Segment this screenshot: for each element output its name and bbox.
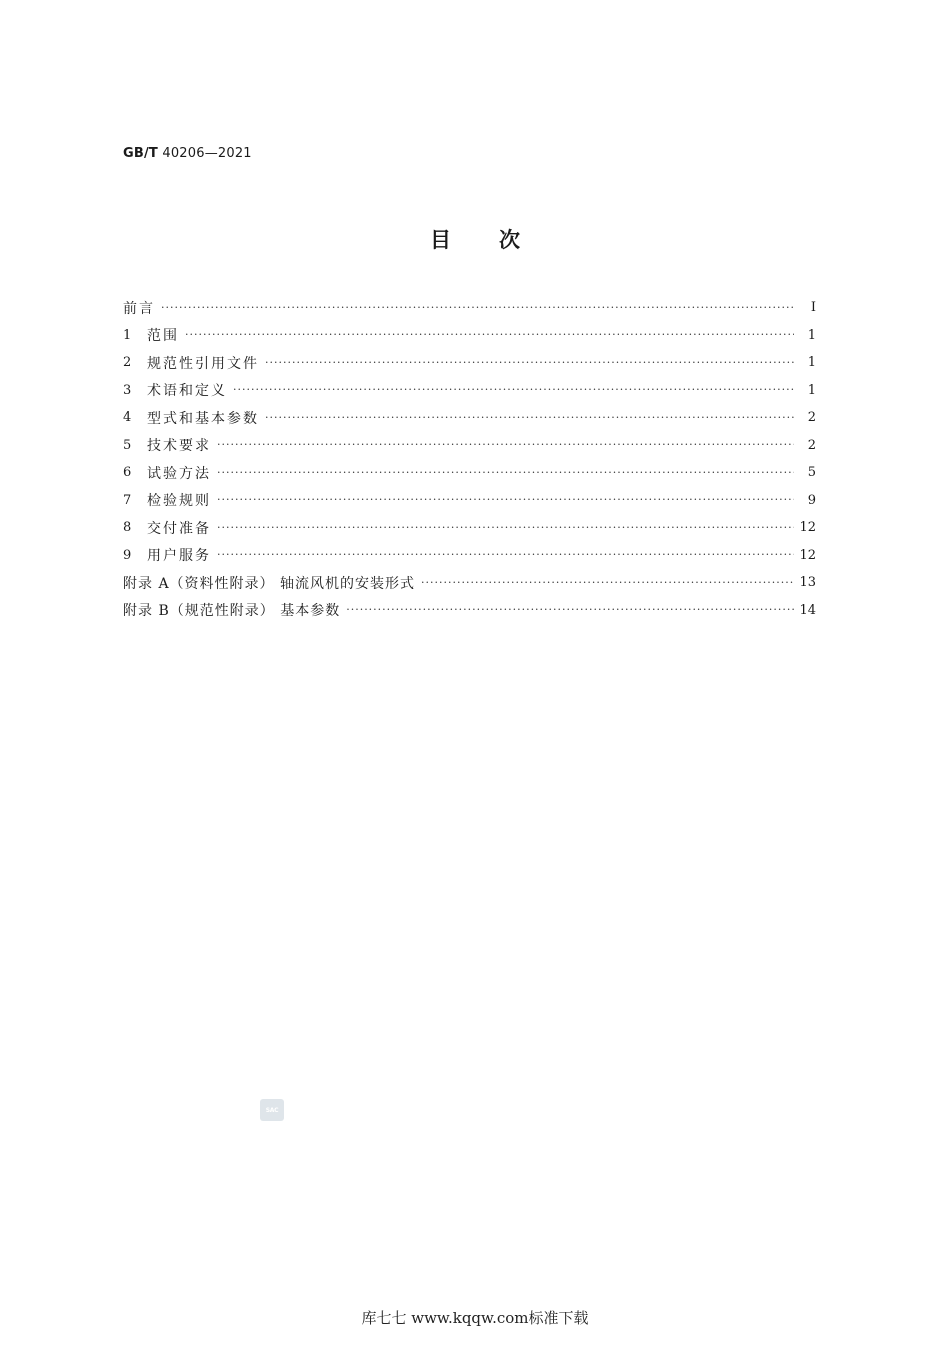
toc-item-label: 型式和基本参数: [147, 410, 259, 427]
toc-item-page: 2: [807, 437, 816, 453]
toc-item-page: 1: [807, 327, 816, 343]
toc-item-number: 2: [123, 355, 132, 371]
toc-item-label: 附录 B（规范性附录） 基本参数: [123, 603, 341, 620]
toc-leader-dots: [265, 410, 794, 426]
toc-item-number: 9: [123, 547, 132, 563]
toc-title: 目次: [430, 228, 568, 252]
toc-leader-dots: [217, 492, 794, 508]
toc-item-scope[interactable]: [123, 322, 816, 350]
toc-item-number: 7: [123, 492, 132, 508]
toc-item-number: 3: [123, 382, 132, 398]
toc-item-page: 1: [807, 355, 816, 371]
toc-item-label: 规范性引用文件: [147, 355, 259, 372]
toc-leader-dots: [217, 520, 794, 536]
sac-logo-icon: SAC: [260, 1099, 284, 1121]
toc-leader-dots: [217, 547, 794, 563]
toc-item-foreword[interactable]: [123, 294, 816, 322]
toc-item-normative-references[interactable]: [123, 349, 816, 377]
toc-item-page: 1: [807, 382, 816, 398]
standard-prefix: GB/T: [123, 146, 158, 161]
toc-item-label: 试验方法: [147, 465, 211, 482]
toc-item-terms-definitions[interactable]: [123, 377, 816, 405]
toc-leader-dots: [161, 300, 794, 316]
toc-list: [123, 294, 816, 624]
toc-item-page: 9: [807, 492, 816, 508]
toc-item-label: 交付准备: [147, 520, 211, 537]
toc-item-delivery-preparation[interactable]: [123, 514, 816, 542]
toc-item-label: 范围: [147, 328, 179, 345]
footer-watermark: 库七七 www.kqqw.com标准下载: [361, 1309, 589, 1327]
toc-item-page: 14: [799, 602, 816, 618]
toc-item-page: Ⅰ: [810, 300, 816, 316]
toc-item-number: 6: [123, 465, 132, 481]
toc-item-inspection-rules[interactable]: [123, 487, 816, 515]
toc-item-label: 检验规则: [147, 493, 211, 510]
toc-item-number: 1: [123, 327, 132, 343]
standard-code: [123, 146, 252, 161]
toc-item-label: 用户服务: [147, 548, 211, 565]
toc-item-label: 技术要求: [147, 438, 211, 455]
toc-item-technical-requirements[interactable]: [123, 432, 816, 460]
toc-leader-dots: [265, 355, 794, 371]
standard-number: 40206—2021: [162, 146, 252, 161]
toc-leader-dots: [217, 437, 794, 453]
toc-leader-dots: [185, 327, 794, 343]
toc-leader-dots: [233, 382, 794, 398]
toc-item-label: 术语和定义: [147, 383, 227, 400]
toc-item-number: 8: [123, 520, 132, 536]
toc-item-number: 5: [123, 437, 132, 453]
toc-item-test-methods[interactable]: [123, 459, 816, 487]
toc-item-user-service[interactable]: [123, 542, 816, 570]
toc-item-annex-b[interactable]: [123, 597, 816, 625]
toc-item-page: 12: [799, 547, 816, 563]
toc-item-types-parameters[interactable]: [123, 404, 816, 432]
toc-item-page: 12: [799, 520, 816, 536]
toc-item-number: 4: [123, 410, 132, 426]
toc-leader-dots: [421, 575, 794, 591]
toc-item-label: 附录 A（资料性附录） 轴流风机的安装形式: [123, 575, 416, 592]
toc-leader-dots: [346, 602, 794, 618]
toc-item-page: 5: [807, 465, 816, 481]
toc-item-page: 2: [807, 410, 816, 426]
toc-item-label: 前言: [123, 300, 155, 317]
toc-leader-dots: [217, 465, 794, 481]
toc-item-page: 13: [799, 575, 816, 591]
toc-item-annex-a[interactable]: [123, 569, 816, 597]
